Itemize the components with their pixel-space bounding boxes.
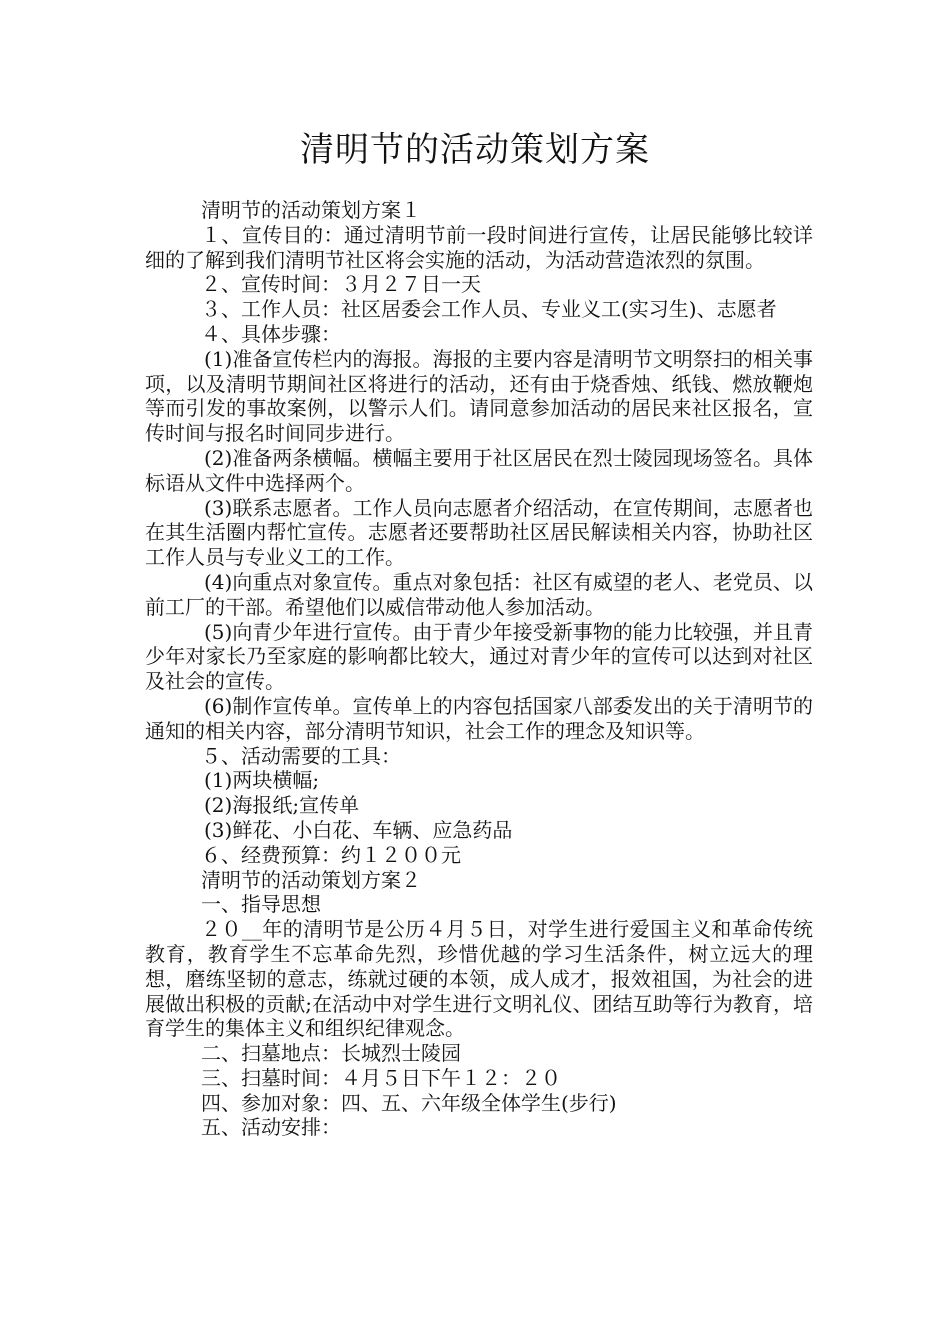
list-item: (6)制作宣传单。宣传单上的内容包括国家八部委发出的关于清明节的通知的相关内容，部分清明节知识，社会工作的理念及知识等。 [145,693,813,743]
document-body [145,198,813,1140]
paragraph: 五、活动安排： [201,1115,341,1140]
paragraph: ２０__年的清明节是公历４月５日，对学生进行爱国主义和革命传统教育，教育学生不忘革命先烈，珍惜优越的学习生活条件，树立远大的理想，磨练坚韧的意志，练就过硬的本领，成人成才，报效祖国，为社会的进展做出积极的贡献;在活动中对学生进行文明礼仪、团结互助等行为教育，培育学生的集体主义和组织纪律观念。 [145,917,813,1041]
paragraph: 三、扫墓时间：４月５日下午１２：２０ [201,1065,561,1090]
paragraph: 二、扫墓地点：长城烈士陵园 [201,1041,461,1066]
list-item: (2)准备两条横幅。横幅主要用于社区居民在烈士陵园现场签名。具体标语从文件中选择两个。 [145,445,813,495]
paragraph: ４、具体步骤： [201,321,341,346]
list-item: (1)两块横幅; [204,768,320,793]
document-title: 清明节的活动策划方案 [300,130,650,170]
list-item: (2)海报纸;宣传单 [204,793,360,818]
paragraph: ２、宣传时间：３月２７日一天 [201,272,481,297]
section-heading: 清明节的活动策划方案１ [201,198,421,222]
list-item: (3)联系志愿者。工作人员向志愿者介绍活动，在宣传期间，志愿者也在其生活圈内帮忙宣传。志愿者还要帮助社区居民解读相关内容，协助社区工作人员与专业义工的工作。 [145,495,813,570]
list-item: (3)鲜花、小白花、车辆、应急药品 [204,817,513,842]
paragraph: ５、活动需要的工具： [201,743,401,768]
list-item: (1)准备宣传栏内的海报。海报的主要内容是清明节文明祭扫的相关事项，以及清明节期间社区将进行的活动，还有由于烧香烛、纸钱、燃放鞭炮等而引发的事故案例，以警示人们。请同意参加活动的居民来社区报名，宣传时间与报名时间同步进行。 [145,346,813,446]
paragraph: １、宣传目的：通过清明节前一段时间进行宣传，让居民能够比较详细的了解到我们清明节社区将会实施的活动，为活动营造浓烈的氛围。 [145,222,813,272]
paragraph: 四、参加对象：四、五、六年级全体学生(步行) [201,1090,617,1115]
paragraph: ３、工作人员：社区居委会工作人员、专业义工(实习生)、志愿者 [201,297,777,322]
list-item: (5)向青少年进行宣传。由于青少年接受新事物的能力比较强，并且青少年对家长乃至家庭的影响都比较大，通过对青少年的宣传可以达到对社区及社会的宣传。 [145,619,813,694]
paragraph: ６、经费预算：约１２００元 [201,842,461,867]
list-item: (4)向重点对象宣传。重点对象包括：社区有威望的老人、老党员、以前工厂的干部。希望他们以威信带动他人参加活动。 [145,569,813,619]
section-heading: 清明节的活动策划方案２ [201,867,421,892]
paragraph: 一、指导思想 [201,892,321,917]
